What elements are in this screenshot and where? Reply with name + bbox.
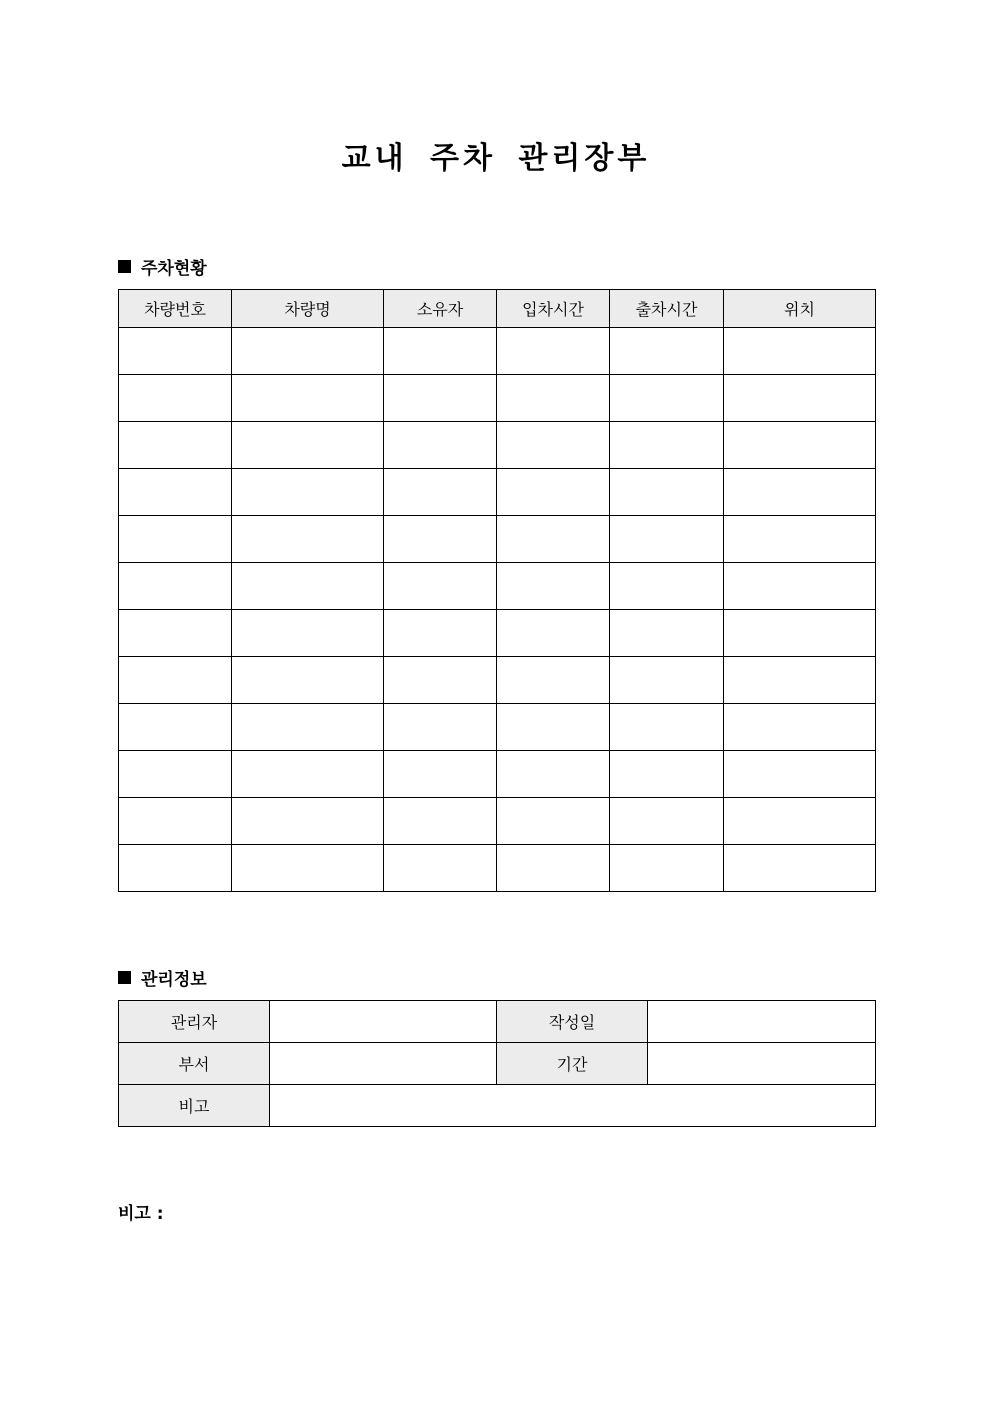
cell-entry-time[interactable]: [497, 375, 610, 422]
cell-location[interactable]: [724, 798, 876, 845]
cell-owner[interactable]: [384, 704, 497, 751]
written-date-label: 작성일: [497, 1001, 648, 1043]
table-row: [119, 563, 876, 610]
table-row: [119, 1043, 876, 1085]
written-date-field[interactable]: [648, 1001, 876, 1043]
column-header-vehicle-number: 차량번호: [119, 290, 232, 328]
cell-vehicle-number[interactable]: [119, 516, 232, 563]
cell-exit-time[interactable]: [610, 563, 724, 610]
cell-owner[interactable]: [384, 657, 497, 704]
remarks-label: 비고 :: [118, 1204, 164, 1224]
cell-vehicle-number[interactable]: [119, 751, 232, 798]
cell-location[interactable]: [724, 422, 876, 469]
table-row: [119, 469, 876, 516]
cell-location[interactable]: [724, 375, 876, 422]
cell-vehicle-name[interactable]: [232, 469, 384, 516]
cell-exit-time[interactable]: [610, 610, 724, 657]
table-row: [119, 516, 876, 563]
column-header-owner: 소유자: [384, 290, 497, 328]
table-row: [119, 1085, 876, 1127]
cell-entry-time[interactable]: [497, 328, 610, 375]
note-label: 비고: [119, 1085, 270, 1127]
cell-entry-time[interactable]: [497, 516, 610, 563]
cell-vehicle-name[interactable]: [232, 375, 384, 422]
parking-status-heading-label: 주차현황: [141, 259, 207, 279]
cell-entry-time[interactable]: [497, 469, 610, 516]
cell-vehicle-number[interactable]: [119, 328, 232, 375]
cell-location[interactable]: [724, 657, 876, 704]
column-header-location: 위치: [724, 290, 876, 328]
cell-vehicle-name[interactable]: [232, 422, 384, 469]
cell-vehicle-name[interactable]: [232, 704, 384, 751]
cell-entry-time[interactable]: [497, 610, 610, 657]
parking-status-heading: [118, 254, 207, 279]
table-row: [119, 657, 876, 704]
cell-location[interactable]: [724, 704, 876, 751]
cell-exit-time[interactable]: [610, 704, 724, 751]
table-row: [119, 422, 876, 469]
parking-status-table: [118, 289, 876, 892]
cell-exit-time[interactable]: [610, 422, 724, 469]
table-row: [119, 1001, 876, 1043]
cell-vehicle-number[interactable]: [119, 610, 232, 657]
table-header-row: [119, 290, 876, 328]
management-info-table: [118, 1000, 876, 1127]
table-row: [119, 610, 876, 657]
period-field[interactable]: [648, 1043, 876, 1085]
cell-entry-time[interactable]: [497, 657, 610, 704]
cell-owner[interactable]: [384, 375, 497, 422]
cell-vehicle-name[interactable]: [232, 610, 384, 657]
cell-owner[interactable]: [384, 469, 497, 516]
table-row: [119, 798, 876, 845]
cell-vehicle-number[interactable]: [119, 563, 232, 610]
cell-entry-time[interactable]: [497, 845, 610, 892]
cell-exit-time[interactable]: [610, 469, 724, 516]
cell-location[interactable]: [724, 610, 876, 657]
cell-entry-time[interactable]: [497, 798, 610, 845]
cell-vehicle-number[interactable]: [119, 657, 232, 704]
cell-owner[interactable]: [384, 798, 497, 845]
cell-entry-time[interactable]: [497, 751, 610, 798]
page-title: 교내 주차 관리장부: [341, 141, 651, 176]
table-row: [119, 704, 876, 751]
table-row: [119, 845, 876, 892]
cell-entry-time[interactable]: [497, 704, 610, 751]
square-bullet-icon: [118, 260, 131, 273]
table-row: [119, 375, 876, 422]
column-header-entry-time: 입차시간: [497, 290, 610, 328]
cell-vehicle-name[interactable]: [232, 845, 384, 892]
cell-owner[interactable]: [384, 422, 497, 469]
cell-entry-time[interactable]: [497, 563, 610, 610]
cell-owner[interactable]: [384, 845, 497, 892]
cell-entry-time[interactable]: [497, 422, 610, 469]
cell-vehicle-number[interactable]: [119, 845, 232, 892]
cell-location[interactable]: [724, 845, 876, 892]
manager-field[interactable]: [270, 1001, 497, 1043]
cell-exit-time[interactable]: [610, 845, 724, 892]
column-header-exit-time: 출차시간: [610, 290, 724, 328]
parking-status-body: [119, 328, 876, 892]
cell-vehicle-number[interactable]: [119, 375, 232, 422]
cell-vehicle-name[interactable]: [232, 657, 384, 704]
cell-vehicle-name[interactable]: [232, 563, 384, 610]
department-label: 부서: [119, 1043, 270, 1085]
cell-exit-time[interactable]: [610, 516, 724, 563]
cell-exit-time[interactable]: [610, 751, 724, 798]
department-field[interactable]: [270, 1043, 497, 1085]
cell-vehicle-number[interactable]: [119, 422, 232, 469]
cell-owner[interactable]: [384, 516, 497, 563]
square-bullet-icon: [118, 971, 131, 984]
cell-owner[interactable]: [384, 751, 497, 798]
cell-owner[interactable]: [384, 610, 497, 657]
cell-owner[interactable]: [384, 563, 497, 610]
cell-exit-time[interactable]: [610, 657, 724, 704]
cell-vehicle-number[interactable]: [119, 798, 232, 845]
note-field[interactable]: [270, 1085, 876, 1127]
cell-location[interactable]: [724, 469, 876, 516]
cell-location[interactable]: [724, 328, 876, 375]
manager-label: 관리자: [119, 1001, 270, 1043]
cell-exit-time[interactable]: [610, 328, 724, 375]
table-row: [119, 328, 876, 375]
cell-vehicle-name[interactable]: [232, 516, 384, 563]
cell-owner[interactable]: [384, 328, 497, 375]
cell-location[interactable]: [724, 516, 876, 563]
table-row: [119, 751, 876, 798]
cell-exit-time[interactable]: [610, 375, 724, 422]
management-info-heading-label: 관리정보: [141, 970, 207, 990]
cell-location[interactable]: [724, 751, 876, 798]
cell-location[interactable]: [724, 563, 876, 610]
cell-vehicle-name[interactable]: [232, 328, 384, 375]
cell-vehicle-number[interactable]: [119, 469, 232, 516]
cell-vehicle-name[interactable]: [232, 751, 384, 798]
cell-exit-time[interactable]: [610, 798, 724, 845]
cell-vehicle-name[interactable]: [232, 798, 384, 845]
management-info-heading: [118, 965, 207, 990]
cell-vehicle-number[interactable]: [119, 704, 232, 751]
period-label: 기간: [497, 1043, 648, 1085]
column-header-vehicle-name: 차량명: [232, 290, 384, 328]
